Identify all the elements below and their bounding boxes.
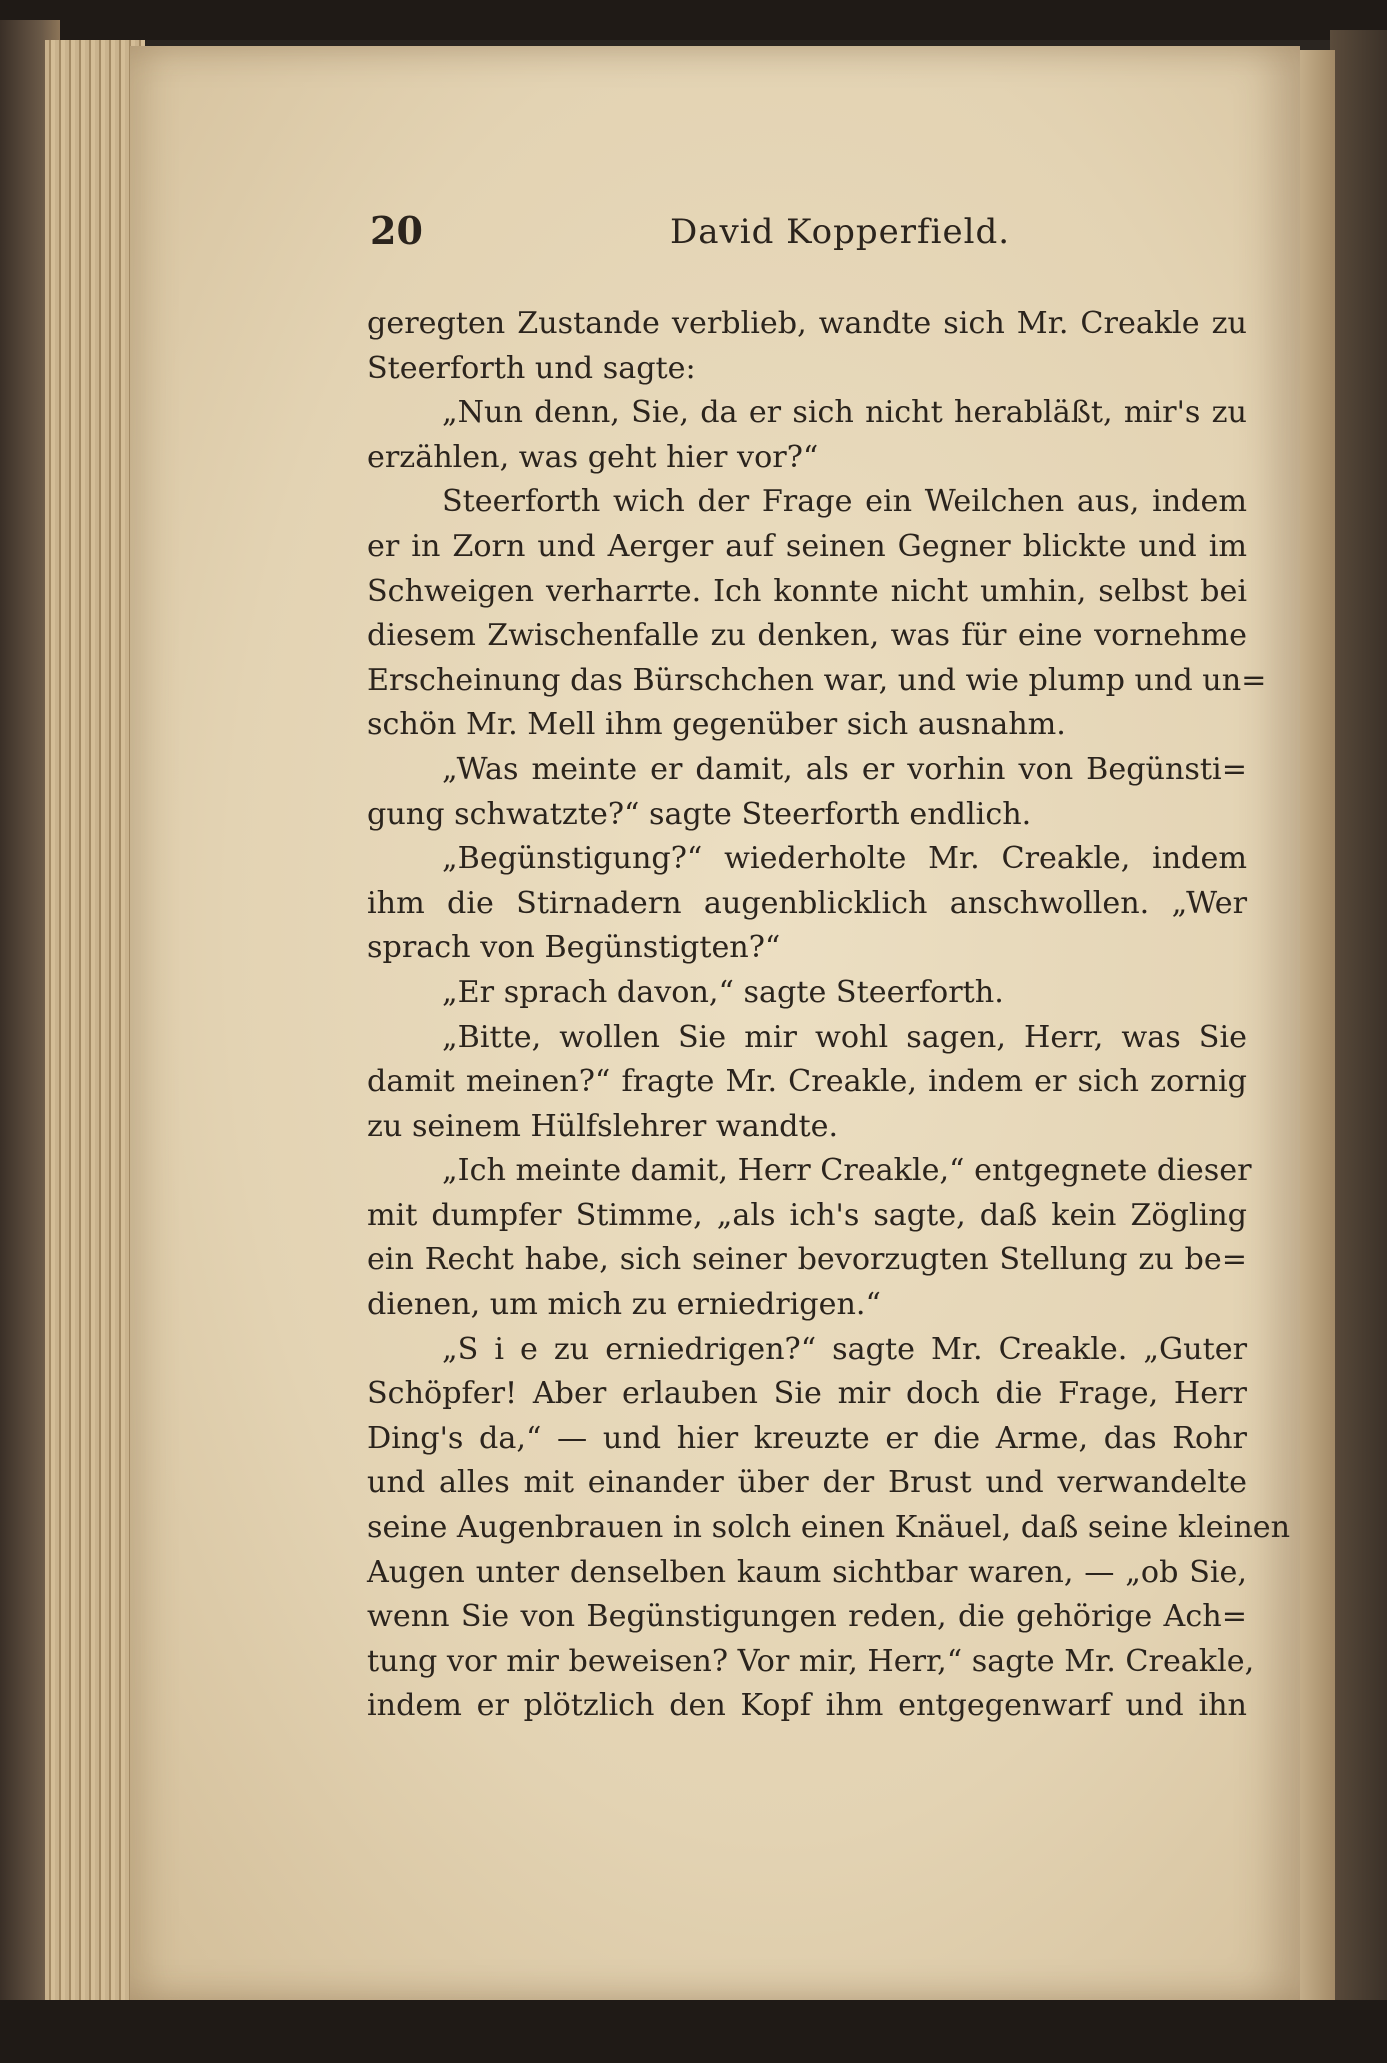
text-line: mit dumpfer Stimme, „als ich's sagte, daß kein Zögling xyxy=(367,1197,1247,1233)
text-line: Steerforth wich der Frage ein Weilchen aus, indem xyxy=(442,484,1247,520)
page-number: 20 xyxy=(370,208,423,253)
text-line: zu seinem Hülfslehrer wandte. xyxy=(367,1108,839,1144)
text-line: „Begünstigung?“ wiederholte Mr. Creakle, indem xyxy=(442,841,1247,877)
text-line: indem er plötzlich den Kopf ihm entgegenwarf und ihn xyxy=(367,1688,1247,1724)
book-cover-bottom xyxy=(0,2000,1387,2063)
text-line: „Nun denn, Sie, da er sich nicht herabläßt, mir's zu xyxy=(442,395,1247,431)
body-text xyxy=(367,302,1291,1729)
text-line: „Was meinte er damit, als er vorhin von Begünsti= xyxy=(442,751,1247,787)
text-line: „S i e zu erniedrigen?“ sagte Mr. Creakle. „Guter xyxy=(442,1331,1247,1367)
text-line: ihm die Stirnadern augenblicklich anschwollen. „Wer xyxy=(367,885,1247,921)
text-line: „Bitte, wollen Sie mir wohl sagen, Herr, was Sie xyxy=(442,1019,1247,1055)
text-line: „Er sprach davon,“ sagte Steerforth. xyxy=(442,974,1004,1010)
text-line: gung schwatzte?“ sagte Steerforth endlich. xyxy=(367,796,1032,832)
text-line: schön Mr. Mell ihm gegenüber sich ausnahm. xyxy=(367,707,1066,743)
text-line: Erscheinung das Bürschchen war, und wie plump und un= xyxy=(367,662,1267,698)
book-cover-top xyxy=(0,0,1387,40)
text-line: diesem Zwischenfalle zu denken, was für eine vornehme xyxy=(367,618,1247,654)
page-header xyxy=(370,208,1250,258)
text-line: Schweigen verharrte. Ich konnte nicht umhin, selbst bei xyxy=(367,573,1247,609)
running-title: David Kopperfield. xyxy=(670,212,1011,252)
text-line: dienen, um mich zu erniedrigen.“ xyxy=(367,1287,881,1323)
text-line: tung vor mir beweisen? Vor mir, Herr,“ sagte Mr. Creakle, xyxy=(367,1643,1255,1679)
text-line: damit meinen?“ fragte Mr. Creakle, indem er sich zornig xyxy=(367,1064,1247,1100)
text-line: sprach von Begünstigten?“ xyxy=(367,930,781,966)
text-line: seine Augenbrauen in solch einen Knäuel, daß seine kleinen xyxy=(367,1510,1291,1546)
text-line: Steerforth und sagte: xyxy=(367,350,696,386)
text-line: geregten Zustande verblieb, wandte sich Mr. Creakle zu xyxy=(367,306,1247,341)
text-line: wenn Sie von Begünstigungen reden, die gehörige Ach= xyxy=(367,1599,1247,1635)
text-line: Schöpfer! Aber erlauben Sie mir doch die Frage, Herr xyxy=(367,1376,1247,1412)
text-line: und alles mit einander über der Brust und verwandelte xyxy=(367,1465,1247,1501)
text-line: „Ich meinte damit, Herr Creakle,“ entgegnete dieser xyxy=(442,1153,1252,1189)
book-cover-right xyxy=(1330,30,1387,2010)
text-line: Augen unter denselben kaum sichtbar waren, — „ob Sie, xyxy=(367,1554,1247,1590)
text-line: Ding's da,“ — und hier kreuzte er die Arme, das Rohr xyxy=(367,1420,1247,1456)
text-line: erzählen, was geht hier vor?“ xyxy=(367,439,819,475)
text-line: ein Recht habe, sich seiner bevorzugten Stellung zu be= xyxy=(367,1242,1247,1278)
text-line: er in Zorn und Aerger auf seinen Gegner blickte und im xyxy=(367,528,1247,564)
